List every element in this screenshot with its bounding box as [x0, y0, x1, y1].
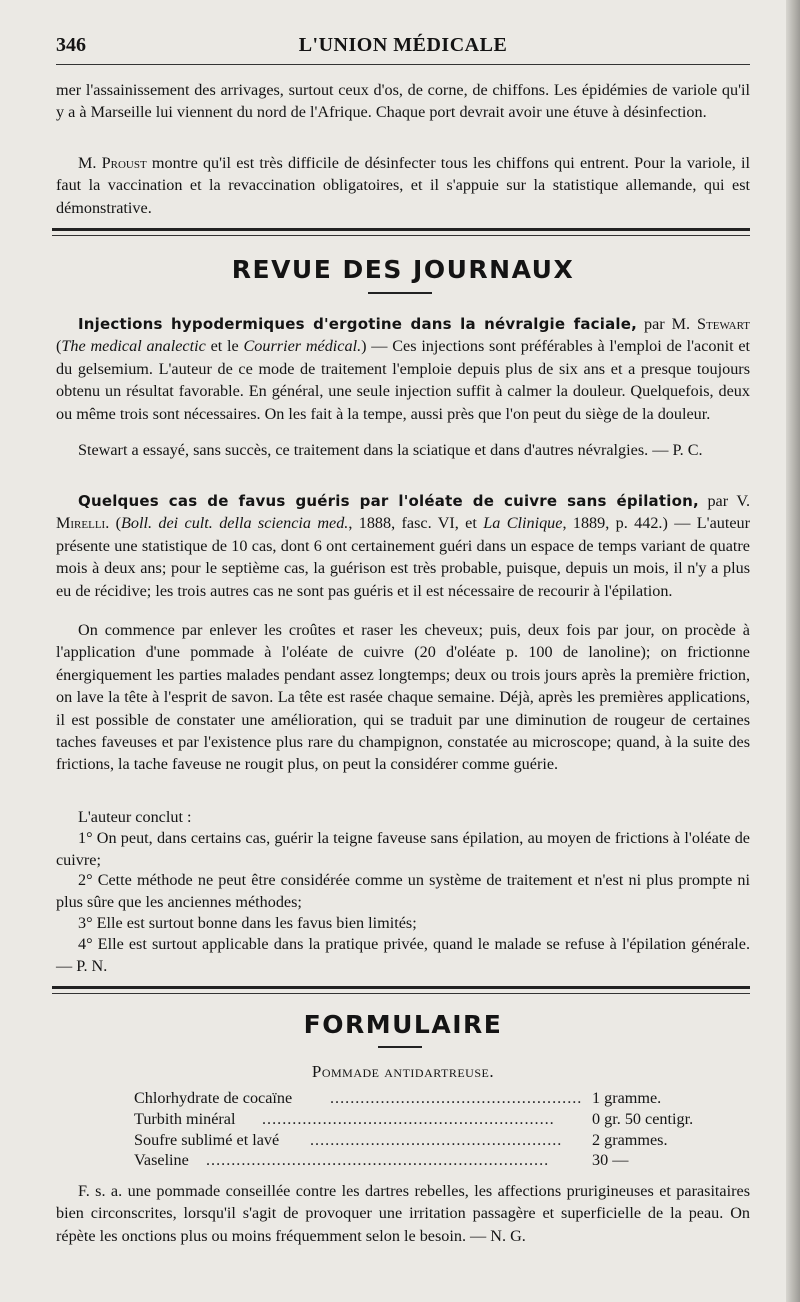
section-title-formulaire: FORMULAIRE: [303, 1010, 503, 1039]
running-header: [56, 34, 750, 60]
formula-subtitle: Pommade antidartreuse.: [311, 1062, 495, 1081]
conclusion-item: 1° On peut, dans certains cas, guérir la teigne faveuse sans épilation, au moyen de frictions à l'oléate de cuivre;: [56, 829, 750, 870]
ingredient-name: Vaseline: [134, 1151, 189, 1170]
source-title: La Clinique: [483, 514, 563, 533]
ingredient-name: Turbith minéral: [134, 1109, 236, 1128]
header-rule: [56, 64, 750, 65]
conclusion-item: 2° Cette méthode ne peut être considérée comme un système de traitement et n'est ni plus prompte ni plus sûre que les anciennes méthodes;: [56, 871, 750, 912]
section-title-revue: REVUE DES JOURNAUX: [231, 255, 575, 284]
dot-leader: ..................................................: [330, 1089, 583, 1107]
article-favus: Quelques cas de favus guéris par l'oléate de cuivre sans épilation, par V. Mirelli. (Boll. dei cult. della sciencia med., 1888, fasc. VI, et La Clinique, 1889, p. 442.) — L'auteur présente une statistique de 10 cas, dont 6 ont certainement guéri dans un espace de temps variant de quatre mois à deux ans; pour le septième cas, la guérison est très probable, puisque, depuis un mois, il n'y a plus eu de récidive; les trois autres cas ne sont pas guéris et il est nécessaire de recourir à l'épilation.: [56, 492, 751, 600]
dot-leader: ....................................................................: [206, 1151, 550, 1170]
journal-title: L'UNION MÉDICALE: [298, 34, 508, 56]
ingredient-list: [134, 1088, 734, 1171]
ingredient-name: Soufre sublimé et lavé: [134, 1130, 280, 1149]
conclusion-item: 4° Elle est surtout applicable dans la pratique privée, quand le malade se refuse à l'épilation générale. — P. N.: [56, 935, 750, 976]
speaker-name: M. Proust: [78, 154, 147, 172]
article-paragraph: L'auteur conclut :: [78, 808, 192, 826]
proust-text: montre qu'il est très difficile de désinfecter tous les chiffons qui entrent. Pour la variole, il faut la vaccination et la revaccination obligatoires, et il s'appuie sur la statistique allemande, qui est démonstrative.: [56, 154, 750, 217]
dot-leader: ..................................................: [310, 1130, 563, 1149]
ingredient-name: Chlorhydrate de cocaïne: [134, 1089, 293, 1107]
article-paragraph: On commence par enlever les croûtes et raser les cheveux; puis, deux fois par jour, on procède à l'application d'une pommade à l'oléate de cuivre (20 d'oléate p. 100 de lanoline); on frictionne énergiquement les parties malades pendant assez longtemps; deux ou trois jours après la première friction, on lave la tête à l'esprit de savon. La tête est rasée chaque semaine. Déjà, après les premières applications, il est possible de constater une amélioration, qui se traduit par une diminution de rougeur de certaines taches faveuses et par l'existence plus rare du champignon, constatée au microscope; quand, à la suite des frictions, la tache faveuse ne rougit plus, on peut la considérer comme guérie.: [56, 621, 750, 774]
ingredient-quantity: 30 —: [592, 1151, 629, 1170]
source-title: Boll. dei cult. della sciencia med.: [121, 514, 349, 533]
dot-leader: ..........................................................: [262, 1109, 555, 1128]
ingredient-quantity: 1 gramme.: [592, 1089, 662, 1107]
proust-paragraph: [56, 152, 750, 219]
ingredient-row: [134, 1130, 734, 1151]
article-ergotine: Injections hypodermiques d'ergotine dans la névralgie faciale, par M. Stewart (The medical analectic et le Courrier médical.) — Ces injections sont préférables à l'emploi de l'aconit et du gelsemium. L'auteur de ce mode de traitement l'emploie depuis plus de six ans et a presque toujours obtenu un résultat favorable. En général, une seule injection suffit à calmer la douleur. Quelquefois, deux ou même trois sont nécessaires. On les fait à la tempe, aussi près que l'on peut du siège de la douleur.: [56, 315, 751, 423]
ingredient-row: [134, 1109, 734, 1130]
section-divider-thin: [52, 993, 750, 994]
article-title: Quelques cas de favus guéris par l'oléate de cuivre sans épilation,: [78, 492, 699, 510]
page-number: 346: [56, 34, 86, 56]
article-paragraph: Stewart a essayé, sans succès, ce traitement dans la sciatique et dans d'autres névralgies. — P. C.: [78, 441, 703, 459]
page-gutter-shadow: [786, 0, 800, 1302]
intro-paragraph: mer l'assainissement des arrivages, surtout ceux d'os, de corne, de chiffons. Les épidémies de variole qu'il y a à Marseille lui viennent du nord de l'Afrique. Chaque port devrait avoir une étuve à désinfection.: [56, 81, 750, 122]
article-author: Stewart: [697, 315, 750, 333]
conclusion-item: 3° Elle est surtout bonne dans les favus bien limités;: [78, 914, 417, 932]
section-divider: [52, 986, 750, 989]
article-title: Injections hypodermiques d'ergotine dans la névralgie faciale,: [78, 315, 638, 333]
section-divider: [52, 228, 750, 231]
ingredient-quantity: 2 grammes.: [592, 1130, 668, 1149]
source-title: Courrier médical.: [243, 337, 362, 356]
formula-note: F. s. a. une pommade conseillée contre les dartres rebelles, les affections prurigineuses et parasitaires bien circonscrites, lorsqu'il s'agit de provoquer une irritation passagère et superficielle de la peau. On répète les onctions plus ou moins fréquemment selon le besoin. — N. G.: [56, 1182, 750, 1245]
ingredient-quantity: 0 gr. 50 centigr.: [592, 1109, 694, 1128]
title-ornament-rule: [378, 1046, 422, 1048]
section-divider-thin: [52, 235, 750, 236]
article-author: Mirelli.: [56, 514, 110, 533]
source-title: The medical analectic: [61, 337, 206, 356]
title-ornament-rule: [368, 292, 432, 294]
ingredient-row: [134, 1088, 734, 1109]
ingredient-row: [134, 1150, 734, 1171]
